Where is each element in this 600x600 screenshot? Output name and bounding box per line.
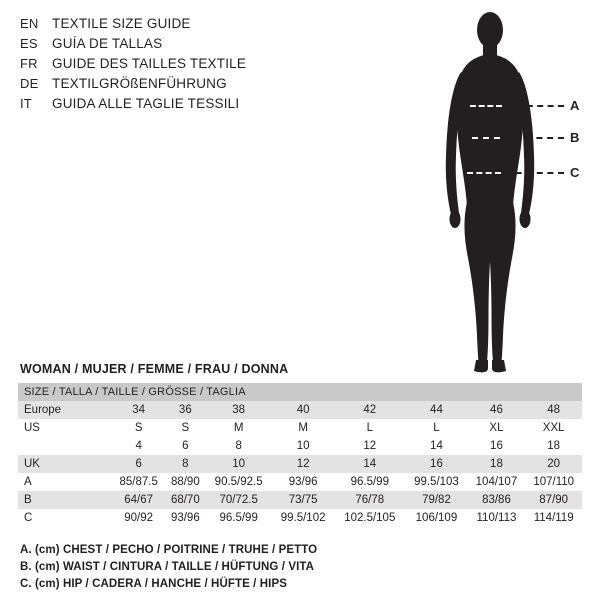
language-code: FR bbox=[20, 56, 38, 71]
cell: 40 bbox=[272, 401, 334, 419]
language-code: IT bbox=[20, 96, 32, 111]
cell: 90/92 bbox=[112, 509, 165, 527]
cell: 93/96 bbox=[165, 509, 205, 527]
body-figure-diagram bbox=[330, 6, 590, 376]
language-row bbox=[20, 14, 320, 34]
language-row bbox=[20, 74, 320, 94]
table-header-label: SIZE / TALLA / TAILLE / GRÖSSE / TAGLIA bbox=[18, 383, 582, 401]
cell: 46 bbox=[468, 401, 526, 419]
cell: 68/70 bbox=[165, 491, 205, 509]
cell: 8 bbox=[205, 437, 272, 455]
cell: 102.5/105 bbox=[334, 509, 405, 527]
footnote-a: A. (cm) CHEST / PECHO / POITRINE / TRUHE / PETTO bbox=[20, 544, 318, 556]
cell: 114/119 bbox=[525, 509, 582, 527]
table-row bbox=[18, 491, 582, 509]
footnote-b: B. (cm) WAIST / CINTURA / TAILLE / HÜFTUNG / VITA bbox=[20, 561, 315, 573]
cell: 10 bbox=[272, 437, 334, 455]
measure-label-c: C bbox=[570, 165, 580, 180]
cell: 18 bbox=[525, 437, 582, 455]
cell: 12 bbox=[272, 455, 334, 473]
cell: 6 bbox=[112, 455, 165, 473]
cell: 104/107 bbox=[468, 473, 526, 491]
cell: 44 bbox=[405, 401, 467, 419]
cell: 12 bbox=[334, 437, 405, 455]
cell: 79/82 bbox=[405, 491, 467, 509]
cell: 83/86 bbox=[468, 491, 526, 509]
cell: 99.5/103 bbox=[405, 473, 467, 491]
measure-line-a-inner bbox=[470, 105, 502, 107]
cell: L bbox=[334, 419, 405, 437]
language-code: ES bbox=[20, 36, 38, 51]
cell: 99.5/102 bbox=[272, 509, 334, 527]
cell: 48 bbox=[525, 401, 582, 419]
language-row bbox=[20, 94, 320, 114]
cell: 14 bbox=[334, 455, 405, 473]
language-title: TEXTILE SIZE GUIDE bbox=[52, 16, 191, 31]
row-label bbox=[18, 437, 112, 455]
row-label: Europe bbox=[18, 401, 112, 419]
cell: 20 bbox=[525, 455, 582, 473]
cell: 36 bbox=[165, 401, 205, 419]
cell: 87/90 bbox=[525, 491, 582, 509]
cell: 16 bbox=[468, 437, 526, 455]
cell: 10 bbox=[205, 455, 272, 473]
cell: 70/72.5 bbox=[205, 491, 272, 509]
cell: S bbox=[165, 419, 205, 437]
cell: 106/109 bbox=[405, 509, 467, 527]
language-code: EN bbox=[20, 16, 39, 31]
language-code: DE bbox=[20, 76, 39, 91]
cell: 16 bbox=[405, 455, 467, 473]
row-label: US bbox=[18, 419, 112, 437]
cell: L bbox=[405, 419, 467, 437]
footnote-c: C. (cm) HIP / CADERA / HANCHE / HÜFTE / HIPS bbox=[20, 578, 288, 590]
table-header-row bbox=[18, 383, 582, 401]
cell: 96.5/99 bbox=[205, 509, 272, 527]
cell: 42 bbox=[334, 401, 405, 419]
cell: 18 bbox=[468, 455, 526, 473]
cell: 73/75 bbox=[272, 491, 334, 509]
cell: M bbox=[205, 419, 272, 437]
table-row bbox=[18, 473, 582, 491]
section-title-woman: WOMAN / MUJER / FEMME / FRAU / DONNA bbox=[20, 362, 289, 376]
cell: 96.5/99 bbox=[334, 473, 405, 491]
cell: 90.5/92.5 bbox=[205, 473, 272, 491]
measure-line-a-outer bbox=[506, 105, 564, 107]
cell: XXL bbox=[525, 419, 582, 437]
measure-label-a: A bbox=[570, 98, 580, 113]
language-header-block bbox=[20, 14, 320, 114]
cell: 110/113 bbox=[468, 509, 526, 527]
measure-line-c-outer bbox=[505, 172, 564, 174]
table-row bbox=[18, 509, 582, 527]
table-row bbox=[18, 437, 582, 455]
cell: 85/87.5 bbox=[112, 473, 165, 491]
language-title: GUIDE DES TAILLES TEXTILE bbox=[52, 56, 247, 71]
cell: S bbox=[112, 419, 165, 437]
measure-line-b-outer bbox=[504, 137, 564, 139]
row-label: B bbox=[18, 491, 112, 509]
size-table bbox=[18, 383, 582, 527]
footnotes-block bbox=[20, 542, 580, 593]
table-row bbox=[18, 455, 582, 473]
cell: 93/96 bbox=[272, 473, 334, 491]
language-title: GUÍA DE TALLAS bbox=[52, 36, 163, 51]
measure-line-c-inner bbox=[467, 172, 501, 174]
cell: XL bbox=[468, 419, 526, 437]
row-label: C bbox=[18, 509, 112, 527]
cell: 8 bbox=[165, 455, 205, 473]
table-row bbox=[18, 401, 582, 419]
row-label: A bbox=[18, 473, 112, 491]
language-title: TEXTILGRÖßENFÜHRUNG bbox=[52, 76, 227, 91]
table-row bbox=[18, 419, 582, 437]
cell: M bbox=[272, 419, 334, 437]
cell: 6 bbox=[165, 437, 205, 455]
cell: 34 bbox=[112, 401, 165, 419]
cell: 76/78 bbox=[334, 491, 405, 509]
cell: 38 bbox=[205, 401, 272, 419]
cell: 107/110 bbox=[525, 473, 582, 491]
measure-label-b: B bbox=[570, 130, 580, 145]
cell: 88/90 bbox=[165, 473, 205, 491]
language-title: GUIDA ALLE TAGLIE TESSILI bbox=[52, 96, 240, 111]
language-row bbox=[20, 34, 320, 54]
female-silhouette-icon bbox=[430, 6, 550, 376]
cell: 14 bbox=[405, 437, 467, 455]
cell: 4 bbox=[112, 437, 165, 455]
language-row bbox=[20, 54, 320, 74]
measure-line-b-inner bbox=[472, 137, 500, 139]
cell: 64/67 bbox=[112, 491, 165, 509]
row-label: UK bbox=[18, 455, 112, 473]
